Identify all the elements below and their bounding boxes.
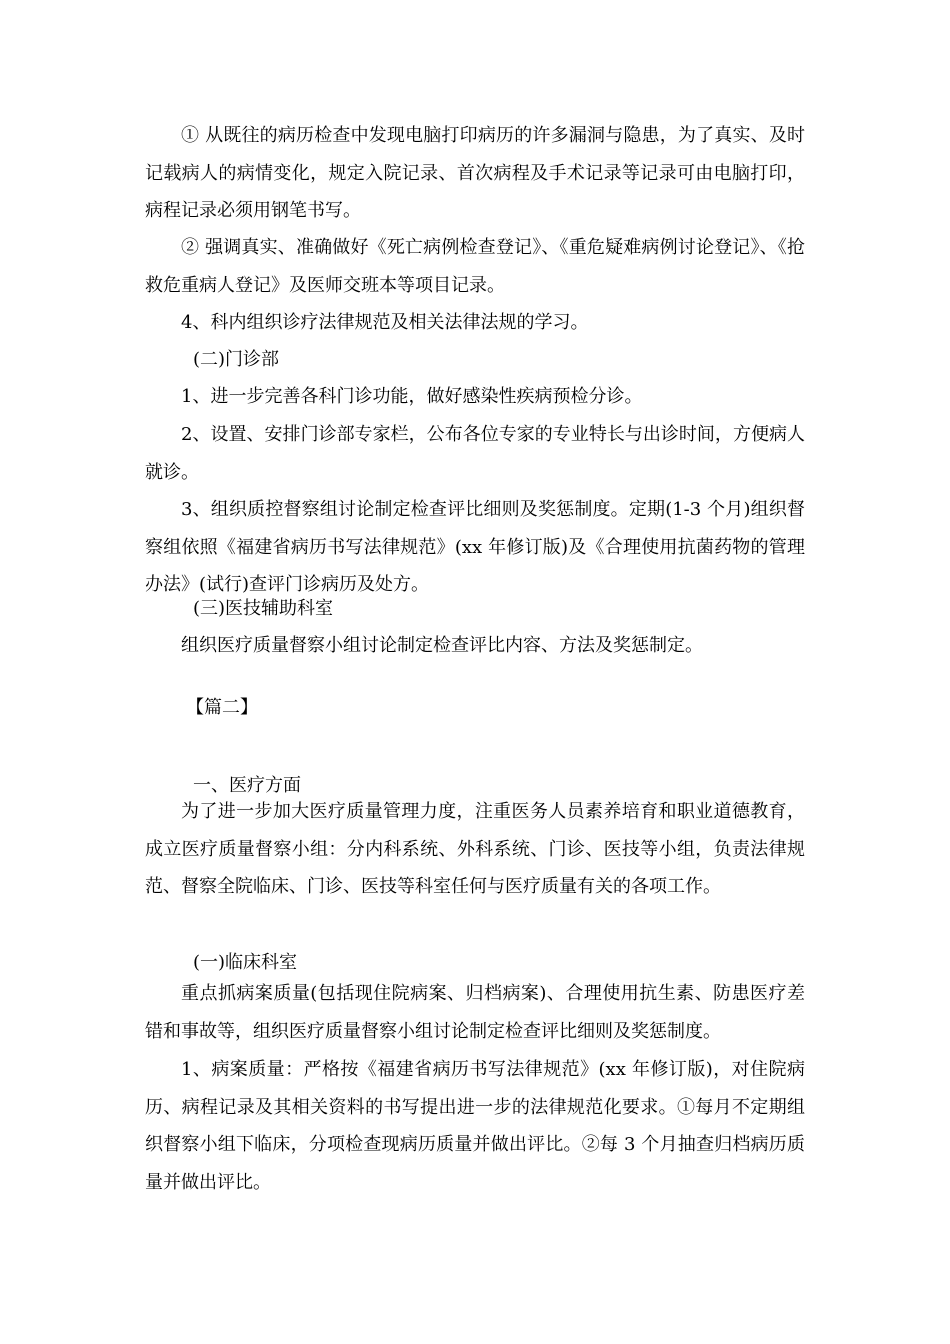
section-title: 【篇二】 — [186, 697, 258, 718]
paragraph-computer-records: ① 从既往的病历检查中发现电脑打印病历的许多漏洞与隐患，为了真实、及时记载病人的病情变化，规定入院记录、首次病程及手术记录等记录可由电脑打印，病程记录必须用钢笔书写。 — [145, 125, 805, 221]
heading-clinical: (一)临床科室 — [193, 952, 298, 973]
heading-medtech: (三)医技辅助科室 — [193, 598, 334, 619]
paragraph-outpatient-3: 3、组织质控督察组讨论制定检查评比细则及奖惩制度。定期(1-3 个月)组织督察组依照《福建省病历书写法律规范》(xx 年修订版)及《合理使用抗菌药物的管理办法》(试行)查评门诊病历及处方。 — [145, 499, 805, 595]
paragraph-accurate-records: ② 强调真实、准确做好《死亡病例检查登记》、《重危疑难病例讨论登记》、《抢救危重病人登记》及医师交班本等项目记录。 — [145, 237, 805, 296]
paragraph-medical-intro: 为了进一步加大医疗质量管理力度，注重医务人员素养培育和职业道德教育，成立医疗质量督察小组：分内科系统、外科系统、门诊、医技等小组，负责法律规范、督察全院临床、门诊、医技等科室任何与医疗质量有关的各项工作。 — [145, 801, 805, 897]
paragraph-legal-study: 4、科内组织诊疗法律规范及相关法律法规的学习。 — [181, 312, 589, 333]
paragraph-medtech: 组织医疗质量督察小组讨论制定检查评比内容、方法及奖惩制定。 — [181, 635, 703, 656]
paragraph-outpatient-2: 2、设置、安排门诊部专家栏，公布各位专家的专业特长与出诊时间，方便病人就诊。 — [145, 424, 805, 483]
heading-medical: 一、医疗方面 — [193, 775, 301, 796]
paragraph-outpatient-1: 1、进一步完善各科门诊功能，做好感染性疾病预检分诊。 — [181, 386, 643, 407]
heading-outpatient: (二)门诊部 — [193, 349, 280, 370]
paragraph-clinical: 重点抓病案质量(包括现住院病案、归档病案)、合理使用抗生素、防患医疗差错和事故等，组织医疗质量督察小组讨论制定检查评比细则及奖惩制度。 — [145, 983, 805, 1042]
paragraph-case-quality: 1、病案质量：严格按《福建省病历书写法律规范》(xx 年修订版)，对住院病历、病程记录及其相关资料的书写提出进一步的法律规范化要求。①每月不定期组织督察小组下临床，分项检查现病历质量并做出评比。②每 3 个月抽查归档病历质量并做出评比。 — [145, 1059, 805, 1193]
